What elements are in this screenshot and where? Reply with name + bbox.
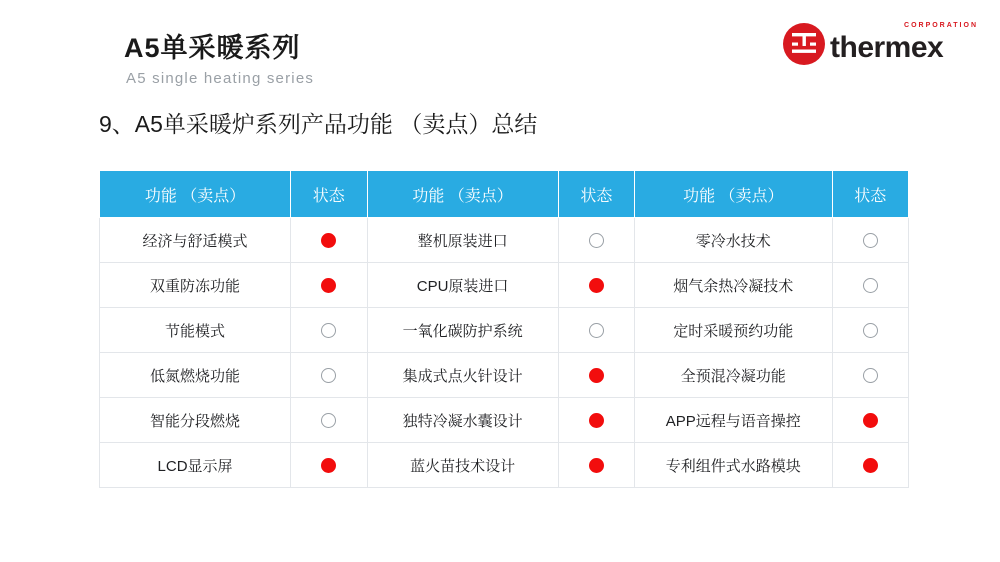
feature-cell: 双重防冻功能	[100, 263, 291, 308]
status-cell	[291, 263, 367, 308]
column-header-status-1: 状态	[291, 171, 367, 218]
status-cell	[832, 353, 908, 398]
feature-cell: 整机原装进口	[367, 218, 558, 263]
status-cell	[291, 218, 367, 263]
feature-cell: LCD显示屏	[100, 443, 291, 488]
feature-cell: 专利组件式水路模块	[635, 443, 832, 488]
status-dot-empty-icon	[863, 368, 878, 383]
status-dot-empty-icon	[321, 368, 336, 383]
status-cell	[291, 353, 367, 398]
column-header-feature-2: 功能 （卖点）	[367, 171, 558, 218]
feature-status-table	[99, 170, 909, 488]
feature-cell: 集成式点火针设计	[367, 353, 558, 398]
status-cell	[558, 308, 634, 353]
column-header-feature-3: 功能 （卖点）	[635, 171, 832, 218]
section-title: 9、A5单采暖炉系列产品功能 （卖点）总结	[99, 111, 538, 137]
table-row	[100, 443, 909, 488]
status-cell	[558, 218, 634, 263]
status-dot-filled-icon	[863, 413, 878, 428]
column-header-status-3: 状态	[832, 171, 908, 218]
thermex-logo-icon	[778, 20, 978, 68]
status-dot-empty-icon	[863, 323, 878, 338]
status-cell	[291, 443, 367, 488]
status-dot-empty-icon	[321, 323, 336, 338]
status-cell	[558, 353, 634, 398]
status-dot-empty-icon	[589, 323, 604, 338]
status-dot-filled-icon	[321, 278, 336, 293]
status-cell	[832, 218, 908, 263]
status-cell	[832, 443, 908, 488]
status-dot-filled-icon	[321, 233, 336, 248]
feature-cell: 定时采暖预约功能	[635, 308, 832, 353]
table-row	[100, 353, 909, 398]
status-dot-filled-icon	[321, 458, 336, 473]
status-cell	[558, 443, 634, 488]
feature-cell: 低氮燃烧功能	[100, 353, 291, 398]
feature-cell: 节能模式	[100, 308, 291, 353]
status-dot-filled-icon	[589, 413, 604, 428]
status-cell	[291, 308, 367, 353]
table-row	[100, 218, 909, 263]
status-dot-empty-icon	[321, 413, 336, 428]
status-cell	[832, 398, 908, 443]
feature-cell: 烟气余热冷凝技术	[635, 263, 832, 308]
table-row	[100, 263, 909, 308]
status-cell	[558, 398, 634, 443]
column-header-status-2: 状态	[558, 171, 634, 218]
table-row	[100, 398, 909, 443]
feature-cell: 蓝火苗技术设计	[367, 443, 558, 488]
status-cell	[291, 398, 367, 443]
svg-text:thermex: thermex	[830, 31, 944, 64]
feature-cell: 全预混冷凝功能	[635, 353, 832, 398]
feature-cell: 独特冷凝水囊设计	[367, 398, 558, 443]
status-dot-filled-icon	[589, 368, 604, 383]
logo-corporation-label: CORPORATION	[904, 22, 978, 29]
status-dot-filled-icon	[589, 458, 604, 473]
status-dot-empty-icon	[863, 278, 878, 293]
feature-cell: 智能分段燃烧	[100, 398, 291, 443]
status-dot-filled-icon	[863, 458, 878, 473]
feature-cell: 经济与舒适模式	[100, 218, 291, 263]
status-dot-empty-icon	[863, 233, 878, 248]
status-cell	[832, 263, 908, 308]
status-cell	[558, 263, 634, 308]
feature-cell: CPU原装进口	[367, 263, 558, 308]
feature-cell: APP远程与语音操控	[635, 398, 832, 443]
status-dot-filled-icon	[589, 278, 604, 293]
table-header-row	[100, 171, 909, 218]
table-row	[100, 308, 909, 353]
column-header-feature-1: 功能 （卖点）	[100, 171, 291, 218]
page-title-cn: A5单采暖系列	[124, 33, 301, 63]
feature-cell: 一氧化碳防护系统	[367, 308, 558, 353]
status-dot-empty-icon	[589, 233, 604, 248]
table-body	[100, 218, 909, 488]
feature-cell: 零冷水技术	[635, 218, 832, 263]
page-title-en: A5 single heating series	[126, 70, 315, 87]
status-cell	[832, 308, 908, 353]
